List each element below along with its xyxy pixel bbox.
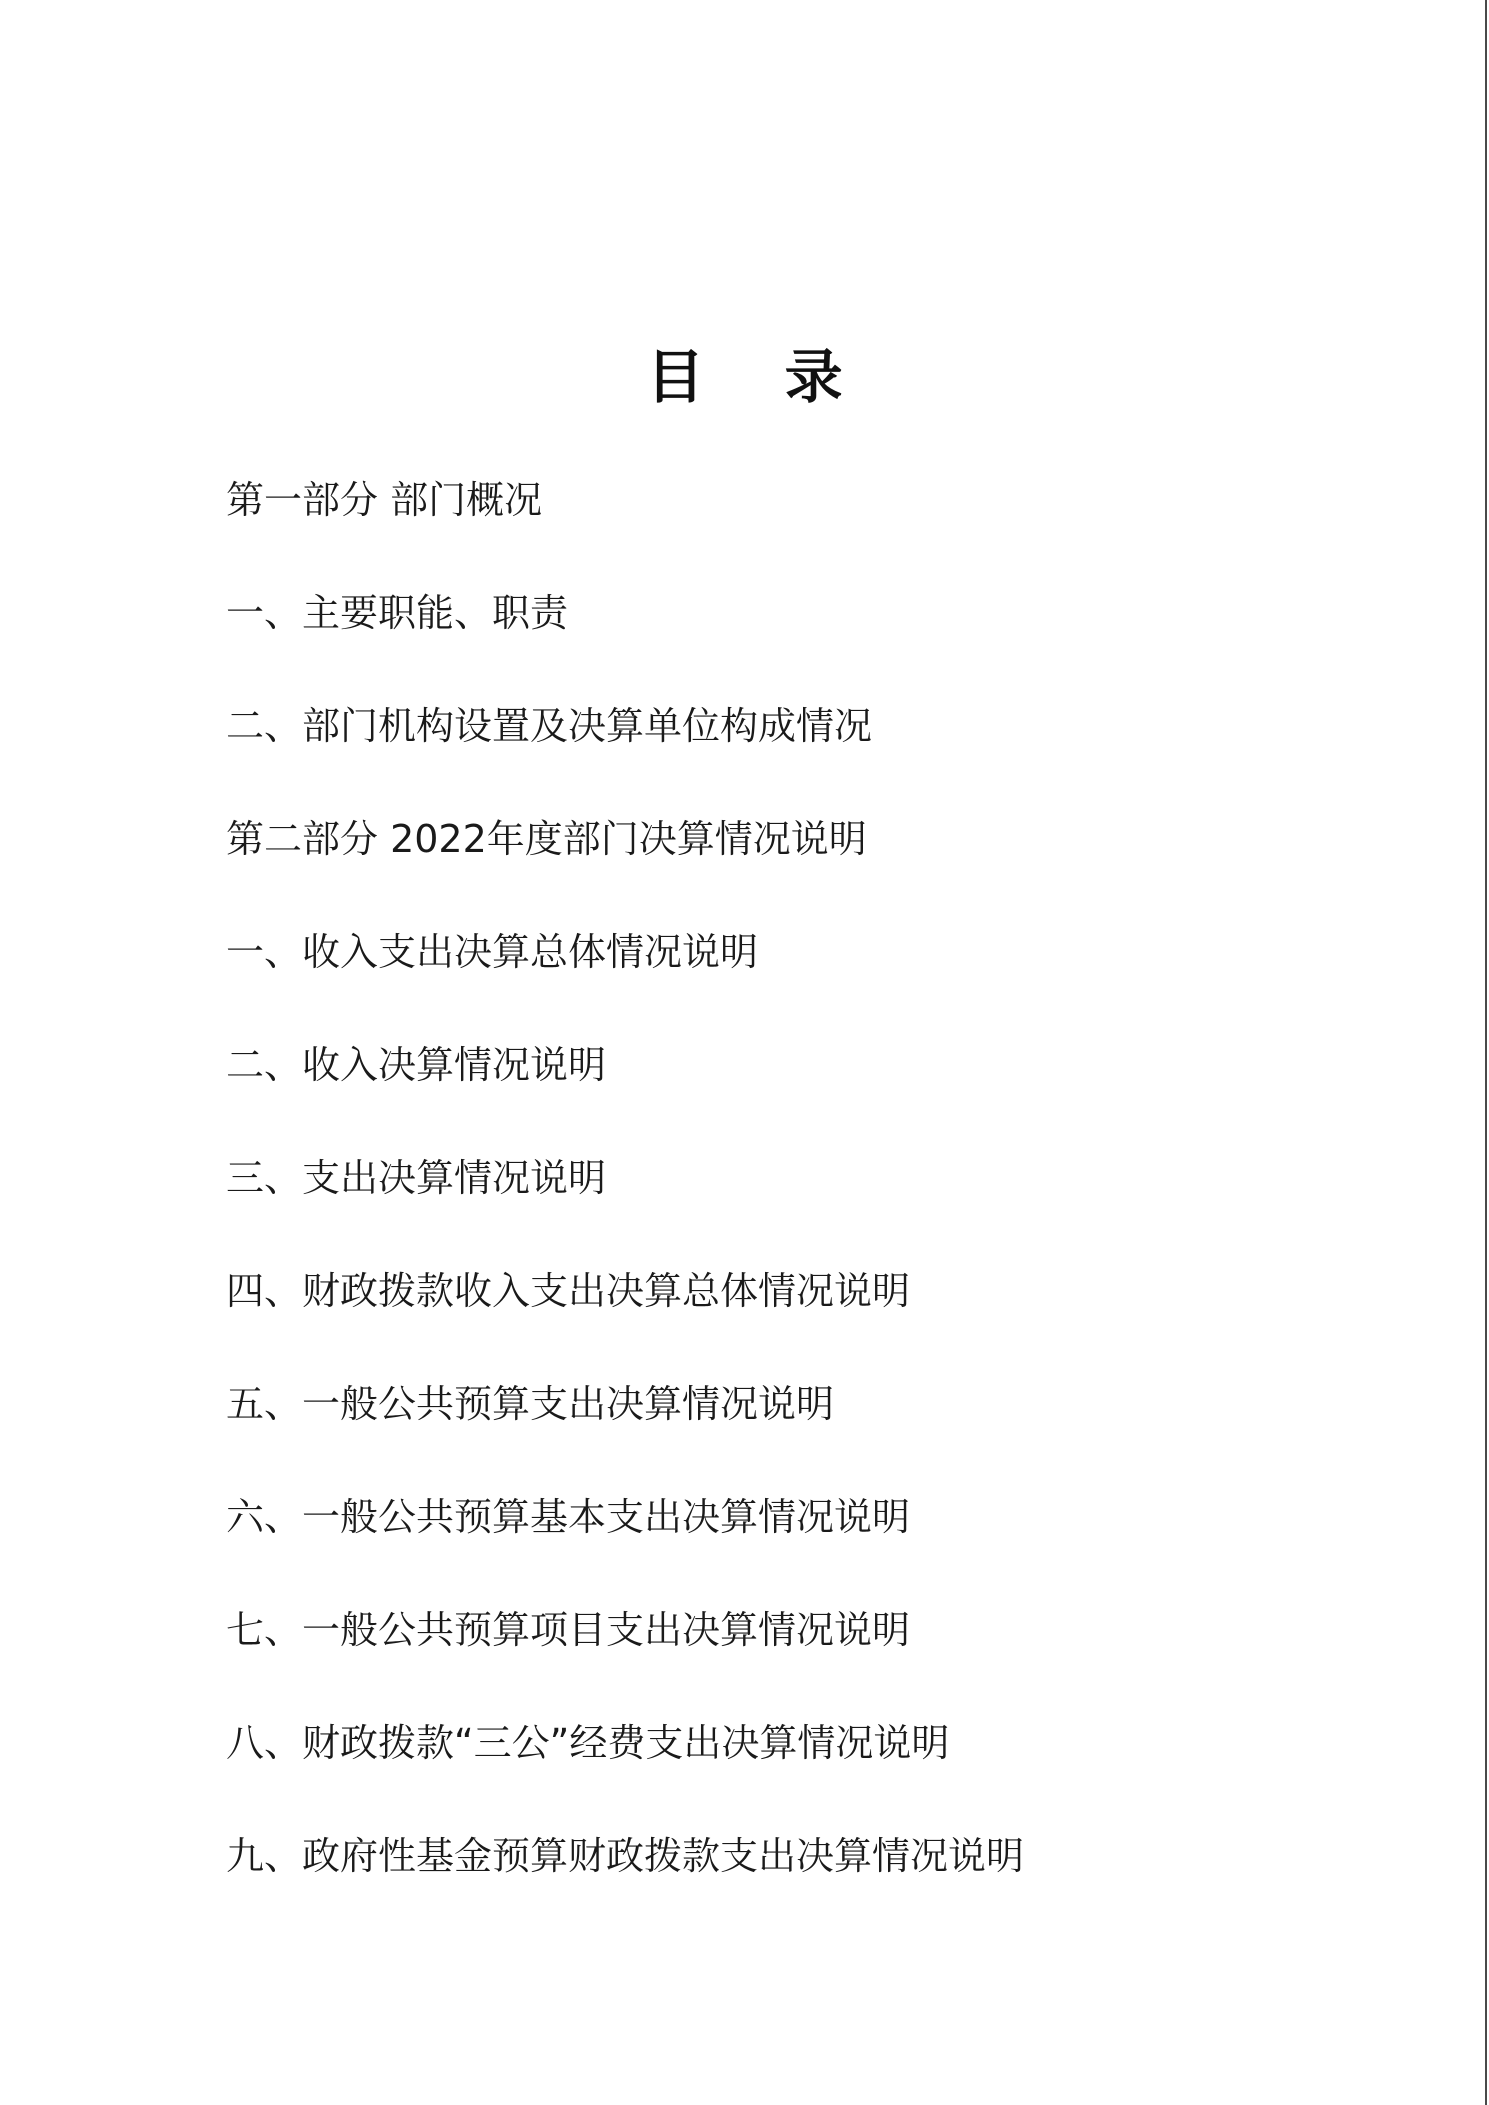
toc-item-2-2[interactable]: 二、收入决算情况说明	[226, 1043, 607, 1087]
table-of-contents	[226, 470, 1024, 1939]
toc-item-1-1[interactable]: 一、主要职能、职责	[226, 591, 569, 635]
toc-item-1-2[interactable]: 二、部门机构设置及决算单位构成情况	[226, 704, 873, 748]
page-title: 目 录	[646, 343, 873, 411]
toc-item-2-7[interactable]: 七、一般公共预算项目支出决算情况说明	[226, 1608, 911, 1652]
toc-item-2-8[interactable]: 八、财政拨款“三公”经费支出决算情况说明	[226, 1721, 950, 1765]
toc-item-2-3[interactable]: 三、支出决算情况说明	[226, 1156, 607, 1200]
toc-item-2-6[interactable]: 六、一般公共预算基本支出决算情况说明	[226, 1495, 911, 1539]
toc-item-2-5[interactable]: 五、一般公共预算支出决算情况说明	[226, 1382, 835, 1426]
toc-part-2[interactable]: 第二部分 2022年度部门决算情况说明	[226, 817, 867, 861]
toc-part-1[interactable]: 第一部分 部门概况	[226, 478, 543, 522]
toc-item-2-4[interactable]: 四、财政拨款收入支出决算总体情况说明	[226, 1269, 911, 1313]
toc-item-2-1[interactable]: 一、收入支出决算总体情况说明	[226, 930, 759, 974]
page-edge-line	[1485, 0, 1487, 2105]
toc-item-2-9[interactable]: 九、政府性基金预算财政拨款支出决算情况说明	[226, 1834, 1025, 1878]
